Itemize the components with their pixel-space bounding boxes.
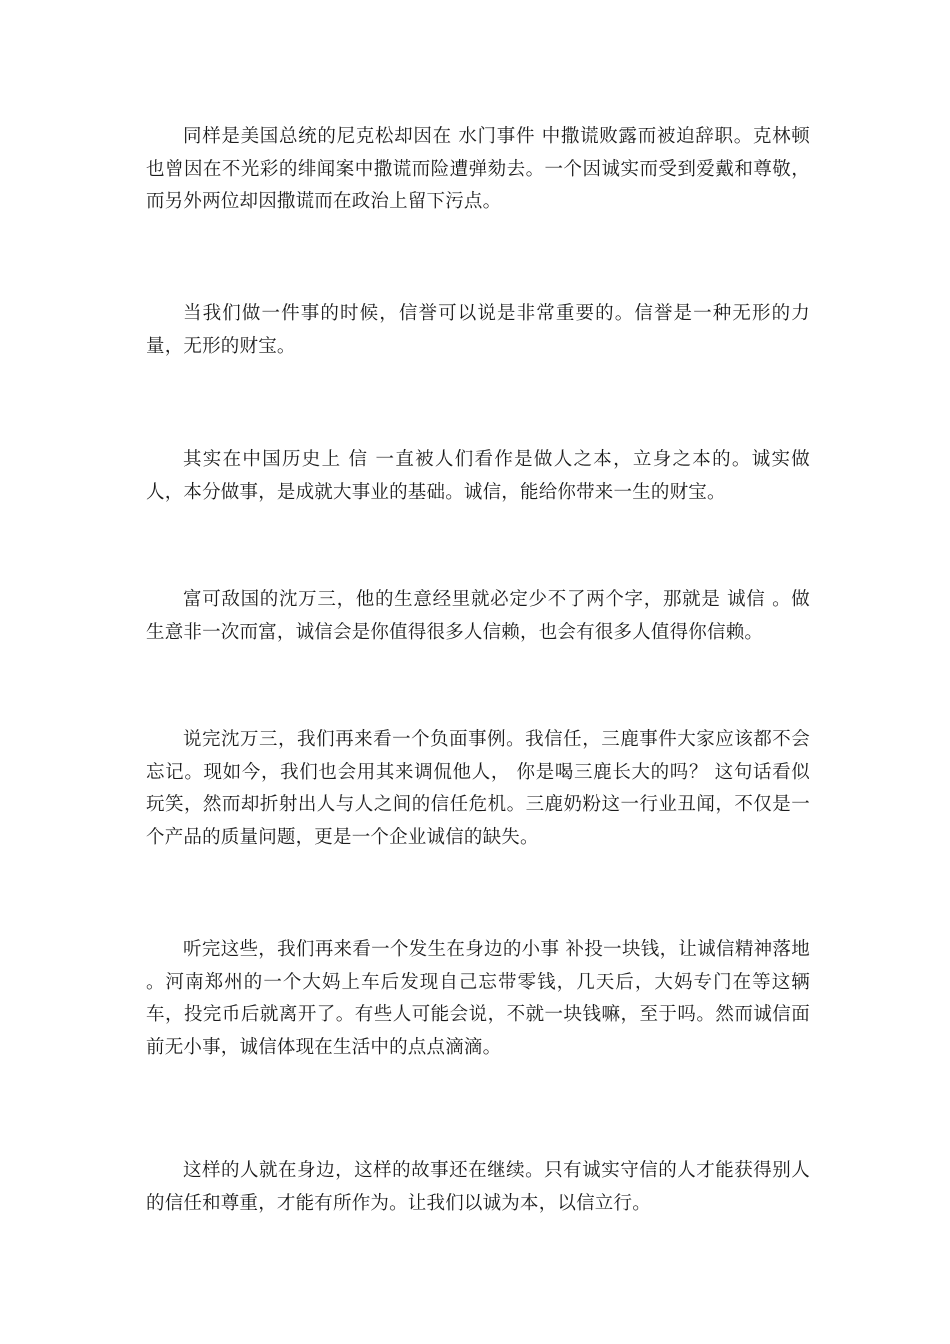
paragraph-nixon-clinton: 同样是美国总统的尼克松却因在 水门事件 中撒谎败露而被迫辞职。克林顿也曾因在不光彩的绯闻案中撒谎而险遭弹劾去。一个因诚实而受到爱戴和尊敬，而另外两位却因撒谎而在政治上留下污点。 bbox=[146, 126, 810, 212]
paragraph-chinese-history: 其实在中国历史上 信 一直被人们看作是做人之本，立身之本的。诚实做人，本分做事，是成就大事业的基础。诚信，能给你带来一生的财宝。 bbox=[146, 449, 810, 503]
paragraph-one-yuan-story: 听完这些，我们再来看一个发生在身边的小事 补投一块钱，让诚信精神落地 。河南郑州的一个大妈上车后发现自己忘带零钱，几天后，大妈专门在等这辆车，投完币后就离开了。有些人可能会说，不就一块钱嘛，至于吗。然而诚信面前无小事，诚信体现在生活中的点点滴滴。 bbox=[146, 939, 810, 1058]
paragraph-conclusion: 这样的人就在身边，这样的故事还在继续。只有诚实守信的人才能获得别人的信任和尊重，才能有所作为。让我们以诚为本，以信立行。 bbox=[146, 1160, 810, 1214]
paragraph-reputation: 当我们做一件事的时候，信誉可以说是非常重要的。信誉是一种无形的力量，无形的财宝。 bbox=[146, 303, 810, 357]
paragraph-shen-wansan: 富可敌国的沈万三，他的生意经里就必定少不了两个字，那就是 诚信 。做生意非一次而富，诚信会是你值得很多人信赖，也会有很多人值得你信赖。 bbox=[146, 589, 810, 643]
paragraph-sanlu-incident: 说完沈万三，我们再来看一个负面事例。我信任，三鹿事件大家应该都不会忘记。现如今，我们也会用其来调侃他人， 你是喝三鹿长大的吗？ 这句话看似玩笑，然而却折射出人与人之间的信任危机。三鹿奶粉这一行业丑闻，不仅是一个产品的质量问题，更是一个企业诚信的缺失。 bbox=[146, 729, 810, 848]
